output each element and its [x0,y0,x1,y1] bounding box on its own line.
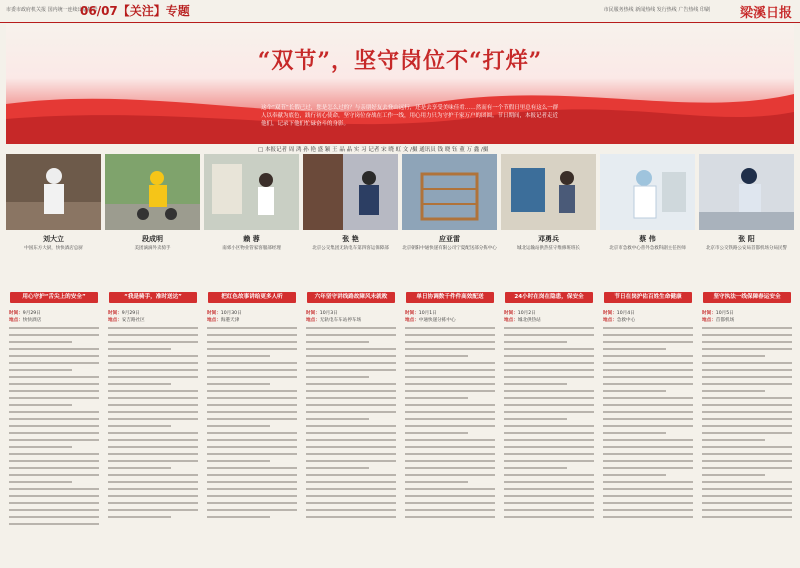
photo-emergency-doctor [600,154,695,230]
profile-caption: 张 阳 北京市公交铁路公安局首都机场分局民警 [706,234,787,251]
banner-title: “双节”，坚守岗位不“打烊” [257,48,543,74]
story-column: 时间：9月29日 地点：快快酒店 [9,310,99,562]
profile-caption: 刘大立 中国东方大厨，快快酒店总厨 [24,234,83,251]
story-headline: 24小时在岗在隐患，保安全 [505,292,593,303]
story-column: 时间：10月5日 地点：首都机场 [702,310,792,562]
photo-bus-worker [303,154,398,230]
story-column: 时间：10月1日 地点：中通快递分拣中心 [405,310,495,562]
masthead-left: 市委市政府机关报 国内统一连续出版物号 [6,7,98,13]
photo-strip [6,154,794,230]
story-headline: 把红色故事讲给更多人听 [208,292,296,303]
masthead-right: 市民服务热线 新闻热线 发行热线 广告热线 印刷 [603,7,710,13]
profile-caption: 段成明 美团滴滴外卖骑手 [134,234,171,251]
story-headline: 坚守执法一线保障春运安全 [703,292,791,303]
photo-express-sorting [402,154,497,230]
profile-caption: 应亚雷 北京朝阳中通快递有限公司宁夏配送部分拣中心 [402,234,497,251]
profile-caption: 张 艳 北京公交集团无轨电车第四客运保障部 [312,234,389,251]
story-headline: “我是骑手，准时送达” [109,292,197,303]
profile-captions [6,230,794,278]
section-label: 【关注】专题 [117,4,190,18]
story-column: 时间：10月30日 地点：海港天津 [207,310,297,562]
newspaper-logo: 梁溪日报 [739,6,792,21]
profile-caption: 蔡 伟 北京市急救中心普外急救科副主任医师 [609,234,686,251]
story-headline: 六年坚守讲线路故障风未就败 [307,292,395,303]
photo-police-officer [699,154,794,230]
story-headline: 单日协调数千件件高效配送 [406,292,494,303]
profile-caption: 赖 蓉 南郊小区物业管家客服部经理 [222,234,281,251]
story-column: 时间：9月29日 地点：安吉路社区 [108,310,198,562]
byline: □ 本报记者 周 鸿 孙 艳 盛 颖 王 晶 晶 实 习 记者 宋 晓 虹 文 /摄 通讯员 钱 晓 钰 董 万 鑫 /摄 [258,147,489,153]
page-number: 06/07【关注】专题 [80,4,190,18]
story-column: 时间：10月4日 地点：急救中心 [603,310,693,562]
headline-banner [6,24,794,144]
story-headline: 节日在岗护佑百姓生命健康 [604,292,692,303]
photo-courier [105,154,200,230]
masthead [0,0,800,23]
story-headline: 用心守护“舌尖上的安全” [10,292,98,303]
story-column: 时间：10月3日 地点：无轨电车车站停车场 [306,310,396,562]
banner-lead: 这个“双节”长假已过，您是怎么过的？与亲朋好友去登山远行，还是去享受美味佳肴……然而有一个节假日里总有这么一群人以奉献为底色，践行初心使命，坚守岗位奋战在工作一线，用心用力只为守护千家万户的团圆。节日期间，本报记者走近他们，记录下他们忙碌奋斗的身影。 [261,105,559,127]
story-column: 时间：10月2日 地点：城北供热站 [504,310,594,562]
photo-chef [6,154,101,230]
photo-property-manager [204,154,299,230]
profile-caption: 邓勇兵 城北运输站供热驻守维修班班长 [517,234,580,251]
photo-heating-repair [501,154,596,230]
